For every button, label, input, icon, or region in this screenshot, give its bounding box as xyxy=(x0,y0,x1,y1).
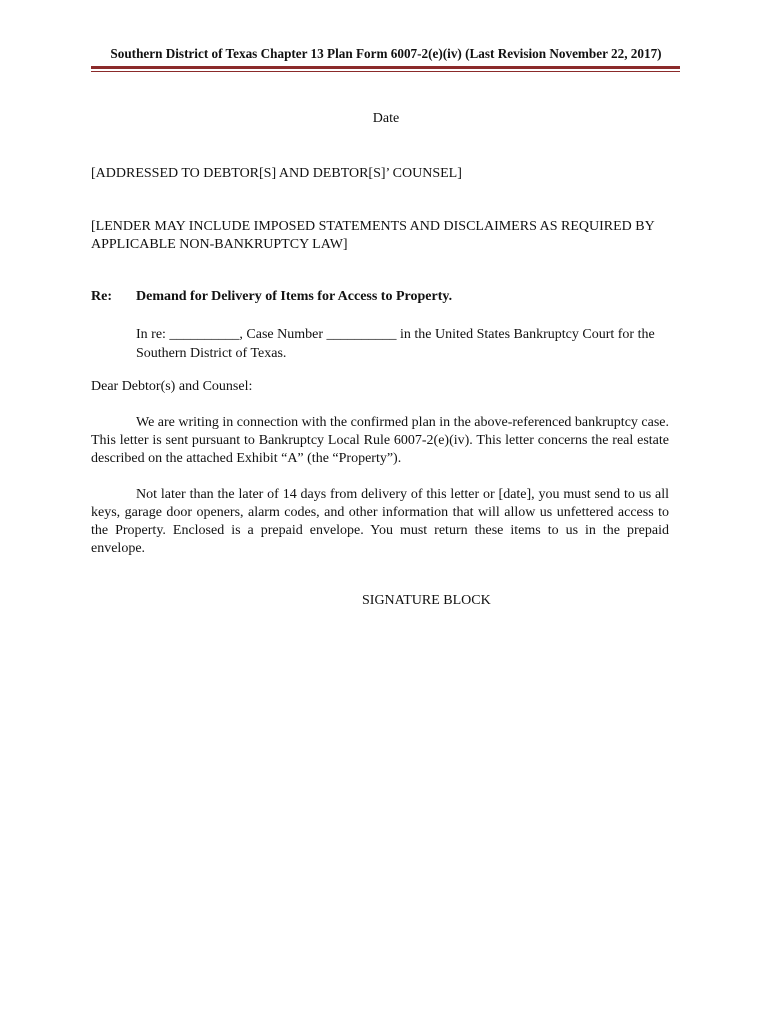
signature-block: SIGNATURE BLOCK xyxy=(362,593,491,608)
case-reference: In re: __________, Case Number __________ in the United States Bankruptcy Court for the Southern District of Texas. xyxy=(136,327,655,361)
header-rule-thick xyxy=(91,66,680,69)
addressee-placeholder: [ADDRESSED TO DEBTOR[S] AND DEBTOR[S]’ COUNSEL] xyxy=(91,166,462,181)
body-paragraph-2: Not later than the later of 14 days from delivery of this letter or [date], you must send to us all keys, garage door openers, alarm codes, and other information that will allow us unfettered access to the Property. Enclosed is a prepaid envelope. You must return these items to us in the prepaid envelope. xyxy=(91,487,669,556)
re-label: Re: xyxy=(91,289,112,304)
letter-date: Date xyxy=(372,111,400,126)
page-header: Southern District of Texas Chapter 13 Plan Form 6007-2(e)(iv) (Last Revision November 22, 2017) xyxy=(110,46,662,61)
salutation: Dear Debtor(s) and Counsel: xyxy=(91,379,253,394)
body-paragraph-1: We are writing in connection with the confirmed plan in the above-referenced bankruptcy case. This letter is sent pursuant to Bankruptcy Local Rule 6007-2(e)(iv). This letter concerns the real estate described on the attached Exhibit “A” (the “Property”). xyxy=(91,415,669,466)
header-rule-thin xyxy=(91,71,680,72)
lender-disclaimer-placeholder: [LENDER MAY INCLUDE IMPOSED STATEMENTS AND DISCLAIMERS AS REQUIRED BY APPLICABLE NON-BANKRUPTCY LAW] xyxy=(91,219,655,252)
re-subject: Demand for Delivery of Items for Access to Property. xyxy=(136,289,453,304)
